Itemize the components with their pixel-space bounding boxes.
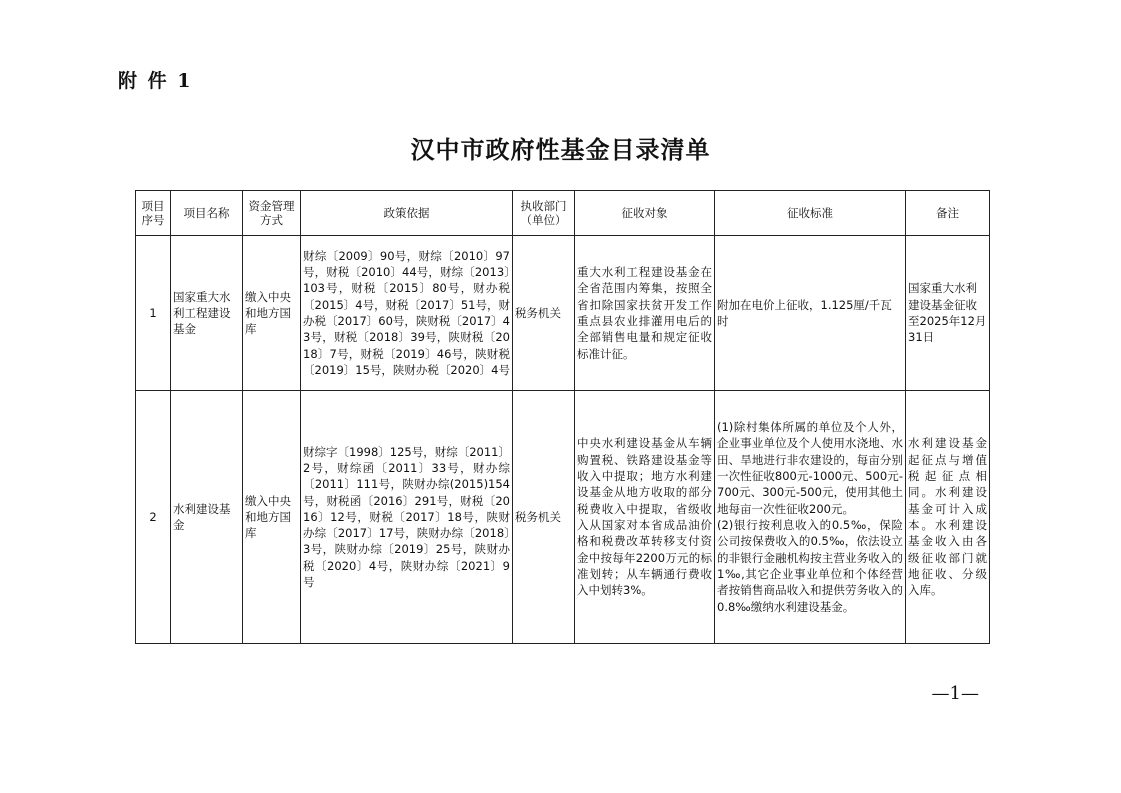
cell-management: 缴入中央和地方国库 xyxy=(243,391,301,644)
cell-standard xyxy=(715,391,906,644)
attachment-label: 附 件 1 xyxy=(118,70,193,92)
header-department: 执收部门（单位） xyxy=(513,191,575,236)
document-title: 汉中市政府性基金目录清单 xyxy=(410,136,711,164)
fund-catalog-table xyxy=(135,190,990,644)
header-name: 项目名称 xyxy=(171,191,243,236)
cell-remark: 国家重大水利建设基金征收至2025年12月31日 xyxy=(906,236,990,391)
page-number: —1— xyxy=(931,683,979,704)
header-object: 征收对象 xyxy=(575,191,715,236)
table-row xyxy=(136,391,990,644)
cell-object: 重大水利工程建设基金在全省范围内筹集，按照全省扣除国家扶贫开发工作重点县农业排灌用电后的全部销售电量和规定征收标准计征。 xyxy=(575,236,715,391)
cell-remark: 水利建设基金起征点与增值税起征点相同。水利建设基金可计入成本。水利建设基金收入由各级征收部门就地征收、分级入库。 xyxy=(906,391,990,644)
cell-name: 水利建设基金 xyxy=(171,391,243,644)
cell-basis: 财综〔2009〕90号，财综〔2010〕97号，财税〔2010〕44号，财综〔2013〕103号，财税〔2015〕80号，财办税〔2015〕4号，财税〔2017〕51号，财办税〔2017〕60号，陕财税〔2017〕43号，财税〔2018〕39号，陕财税〔2018〕7号，财税〔2019〕46号，陕财税〔2019〕15号，陕财办税〔2020〕4号 xyxy=(301,236,513,391)
cell-name: 国家重大水利工程建设基金 xyxy=(171,236,243,391)
cell-management: 缴入中央和地方国库 xyxy=(243,236,301,391)
header-standard: 征收标准 xyxy=(715,191,906,236)
header-management: 资金管理方式 xyxy=(243,191,301,236)
table-row xyxy=(136,236,990,391)
standard-line: (2)银行按利息收入的0.5‰，保险公司按保费收入的0.5‰，依法设立的非银行金融机构按主营业务收入的1‰,其它企业事业单位和个体经营者按销售商品收入和提供劳务收入的0.8‰缴纳水利建设基金。 xyxy=(717,518,903,614)
cell-basis: 财综字〔1998〕125号，财综〔2011〕2号，财综函〔2011〕33号，财办综〔2011〕111号，陕财办综(2015)154号，财税函〔2016〕291号，财税〔2016〕12号，财税〔2017〕18号，陕财办综〔2017〕17号，陕财办综〔2018〕3号，陕财办综〔2019〕25号，陕财办税〔2020〕4号，陕财办综〔2021〕9号 xyxy=(301,391,513,644)
cell-no: 1 xyxy=(136,236,171,391)
cell-standard xyxy=(715,236,906,391)
header-no: 项目序号 xyxy=(136,191,171,236)
cell-department: 税务机关 xyxy=(513,236,575,391)
header-remark: 备注 xyxy=(906,191,990,236)
standard-line: (1)除村集体所属的单位及个人外，企业事业单位及个人使用水浇地、水田、旱地进行非农建设的，每亩分别一次性征收800元-1000元、500元-700元、300元-500元，使用其他土地每亩一次性征收200元。 xyxy=(717,420,903,516)
table-header-row xyxy=(136,191,990,236)
cell-object: 中央水利建设基金从车辆购置税、铁路建设基金等收入中提取；地方水利建设基金从地方收取的部分税费收入中提取，省级收入从国家对本省成品油价格和税费改革转移支付资金中按每年2200万元的标准划转；从车辆通行费收入中划转3%。 xyxy=(575,391,715,644)
cell-department: 税务机关 xyxy=(513,391,575,644)
header-basis: 政策依据 xyxy=(301,191,513,236)
standard-line: 附加在电价上征收，1.125厘/千瓦时 xyxy=(717,297,892,328)
cell-no: 2 xyxy=(136,391,171,644)
